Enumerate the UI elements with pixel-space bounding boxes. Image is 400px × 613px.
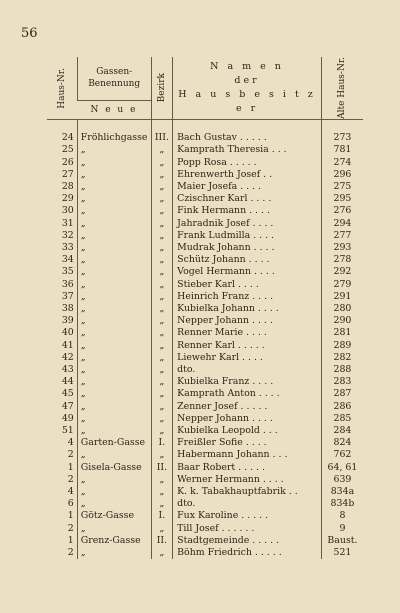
house-number: 2: [67, 522, 74, 534]
old-house-number: 762: [321, 449, 363, 461]
street-name: „: [77, 181, 151, 193]
col-header-namen: N a m e n der H a u s b e s i t z e r: [173, 57, 322, 119]
district: I.: [151, 437, 173, 449]
table-row: [47, 437, 363, 449]
district: II.: [151, 462, 173, 474]
house-number: 1: [67, 534, 74, 546]
street-name: „: [77, 291, 151, 303]
district: „: [151, 303, 173, 315]
old-house-number: 296: [321, 169, 363, 181]
house-number: 2: [67, 473, 74, 485]
street-name: Götz-Gasse: [77, 510, 151, 522]
street-name: „: [77, 144, 151, 156]
old-house-number: 284: [321, 425, 363, 437]
district: „: [151, 205, 173, 217]
house-number: 49: [61, 412, 74, 424]
district: „: [151, 279, 173, 291]
owner-name: Maier Josefa . . . .: [173, 181, 322, 193]
col-header-bezirk: Bezirk: [151, 57, 173, 119]
district: „: [151, 181, 173, 193]
owner-name: dto.: [173, 498, 322, 510]
owner-name: Böhm Friedrich . . . . .: [173, 547, 322, 559]
district: „: [151, 266, 173, 278]
owner-name: Frank Ludmilla . . . .: [173, 230, 322, 242]
old-house-number: 279: [321, 279, 363, 291]
street-name: „: [77, 169, 151, 181]
old-house-number: 834b: [321, 498, 363, 510]
street-name: „: [77, 340, 151, 352]
owner-name: Kamprath Theresia . . .: [173, 144, 322, 156]
house-number: 45: [61, 388, 74, 400]
table-row: [47, 303, 363, 315]
table-row: [47, 242, 363, 254]
district: „: [151, 376, 173, 388]
district: „: [151, 340, 173, 352]
district: „: [151, 547, 173, 559]
table-row: [47, 547, 363, 559]
owner-name: Kubielka Leopold . . .: [173, 425, 322, 437]
old-house-number: 280: [321, 303, 363, 315]
street-name: „: [77, 547, 151, 559]
table-row: [47, 218, 363, 230]
old-house-number: 281: [321, 327, 363, 339]
table-end-line: [47, 565, 363, 566]
house-owner-table: [47, 57, 363, 559]
district: III.: [151, 132, 173, 144]
owner-name: Vogel Hermann . . . .: [173, 266, 322, 278]
owner-name: Stadtgemeinde . . . . .: [173, 535, 322, 547]
district: „: [151, 242, 173, 254]
street-name: „: [77, 230, 151, 242]
district: „: [151, 327, 173, 339]
table-row: [47, 352, 363, 364]
house-number: 1: [67, 461, 74, 473]
owner-name: Kubielka Johann . . . .: [173, 303, 322, 315]
table-row: [47, 449, 363, 461]
old-house-number: 287: [321, 388, 363, 400]
district: „: [151, 254, 173, 266]
table-row: [47, 340, 363, 352]
owner-name: Stieber Karl . . . .: [173, 279, 322, 291]
district: „: [151, 449, 173, 461]
col-header-gassen: Gassen- Benennung: [77, 57, 151, 100]
old-house-number: 285: [321, 413, 363, 425]
house-number: 32: [61, 229, 74, 241]
table-row: [47, 315, 363, 327]
table-row: [47, 157, 363, 169]
street-name: „: [77, 449, 151, 461]
house-number: 30: [61, 205, 74, 217]
house-number: 28: [61, 180, 74, 192]
old-house-number: 781: [321, 144, 363, 156]
col-header-neue: N e u e: [77, 100, 151, 119]
old-house-number: 283: [321, 376, 363, 388]
old-house-number: 286: [321, 401, 363, 413]
house-number: 39: [61, 315, 74, 327]
table-row: [47, 193, 363, 205]
district: „: [151, 401, 173, 413]
house-number: 33: [61, 241, 74, 253]
owner-name: Kubielka Franz . . . .: [173, 376, 322, 388]
house-number: 4: [67, 485, 74, 497]
district: „: [151, 315, 173, 327]
district: „: [151, 498, 173, 510]
district: „: [151, 218, 173, 230]
street-name: „: [77, 474, 151, 486]
owner-name: Nepper Johann . . . .: [173, 413, 322, 425]
owner-name: Werner Hermann . . . .: [173, 474, 322, 486]
street-name: „: [77, 388, 151, 400]
street-name: „: [77, 157, 151, 169]
street-name: „: [77, 327, 151, 339]
table-row: [47, 266, 363, 278]
owner-name: Jahradnik Josef . . . .: [173, 218, 322, 230]
table-row: [47, 401, 363, 413]
street-name: „: [77, 193, 151, 205]
house-number: 1: [67, 510, 74, 522]
old-house-number: 639: [321, 474, 363, 486]
street-name: Fröhlichgasse: [77, 132, 151, 144]
district: „: [151, 425, 173, 437]
house-number: 25: [61, 144, 74, 156]
house-number: 34: [61, 254, 74, 266]
col-header-haus-nr: Haus-Nr.: [47, 57, 77, 119]
owner-name: Liewehr Karl . . . .: [173, 352, 322, 364]
owner-name: Fink Hermann . . . .: [173, 205, 322, 217]
street-name: „: [77, 279, 151, 291]
old-house-number: 276: [321, 205, 363, 217]
old-house-number: 294: [321, 218, 363, 230]
street-name: „: [77, 523, 151, 535]
table-row: [47, 205, 363, 217]
owner-name: Till Josef . . . . . .: [173, 523, 322, 535]
house-number: 36: [61, 278, 74, 290]
house-number: 41: [61, 339, 74, 351]
district: „: [151, 193, 173, 205]
street-name: „: [77, 486, 151, 498]
old-house-number: 277: [321, 230, 363, 242]
street-name: „: [77, 425, 151, 437]
owner-name: Nepper Johann . . . .: [173, 315, 322, 327]
street-name: „: [77, 352, 151, 364]
old-house-number: 278: [321, 254, 363, 266]
owner-name: K. k. Tabakhauptfabrik . .: [173, 486, 322, 498]
house-number: 38: [61, 302, 74, 314]
table-row: [47, 413, 363, 425]
owner-name: Schütz Johann . . . .: [173, 254, 322, 266]
district: I.: [151, 510, 173, 522]
owner-name: Bach Gustav . . . . .: [173, 132, 322, 144]
street-name: „: [77, 254, 151, 266]
district: „: [151, 413, 173, 425]
house-number: 47: [61, 400, 74, 412]
table-row: [47, 376, 363, 388]
owner-name: Heinrich Franz . . . .: [173, 291, 322, 303]
old-house-number: 9: [321, 523, 363, 535]
house-number: 2: [67, 547, 74, 558]
table-row: [47, 523, 363, 535]
street-name: „: [77, 376, 151, 388]
table-row: [47, 462, 363, 474]
district: „: [151, 474, 173, 486]
street-name: „: [77, 242, 151, 254]
house-number: 37: [61, 290, 74, 302]
table-row: [47, 327, 363, 339]
district: „: [151, 486, 173, 498]
old-house-number: 275: [321, 181, 363, 193]
street-name: „: [77, 266, 151, 278]
house-number: 44: [61, 376, 74, 388]
owner-name: Fux Karoline . . . . .: [173, 510, 322, 522]
district: „: [151, 291, 173, 303]
house-number: 2: [67, 449, 74, 461]
old-house-number: 834a: [321, 486, 363, 498]
old-house-number: 292: [321, 266, 363, 278]
table-row: [47, 510, 363, 522]
street-name: „: [77, 205, 151, 217]
owner-name: Baar Robert . . . . .: [173, 462, 322, 474]
owner-name: Renner Marie . . . .: [173, 327, 322, 339]
street-name: „: [77, 413, 151, 425]
owner-name: Habermann Johann . . .: [173, 449, 322, 461]
old-house-number: 290: [321, 315, 363, 327]
old-house-number: 295: [321, 193, 363, 205]
old-house-number: 289: [321, 340, 363, 352]
district: II.: [151, 535, 173, 547]
house-number: 40: [61, 327, 74, 339]
old-house-number: 8: [321, 510, 363, 522]
table-row: [47, 486, 363, 498]
house-number: 27: [61, 168, 74, 180]
old-house-number: 291: [321, 291, 363, 303]
table-row: [47, 291, 363, 303]
house-number: 29: [61, 193, 74, 205]
house-number: 43: [61, 363, 74, 375]
owner-name: Kamprath Anton . . . .: [173, 388, 322, 400]
table-row: [47, 230, 363, 242]
old-house-number: 274: [321, 157, 363, 169]
house-number: 31: [61, 217, 74, 229]
street-name: Gisela-Gasse: [77, 462, 151, 474]
old-house-number: 521: [321, 547, 363, 559]
district: „: [151, 352, 173, 364]
district: „: [151, 523, 173, 535]
owner-name: Zenner Josef . . . . .: [173, 401, 322, 413]
old-house-number: 293: [321, 242, 363, 254]
old-house-number: Baust.: [321, 535, 363, 547]
table-row: [47, 364, 363, 376]
district: „: [151, 364, 173, 376]
table-row: [47, 144, 363, 156]
street-name: „: [77, 401, 151, 413]
house-number: 4: [67, 437, 74, 449]
house-number: 26: [61, 156, 74, 168]
ledger-body: [47, 119, 363, 559]
old-house-number: 824: [321, 437, 363, 449]
col-header-alte-haus-nr: Alte Haus-Nr.: [321, 57, 363, 119]
owner-name: Freißler Sofie . . . .: [173, 437, 322, 449]
table-row: [47, 279, 363, 291]
old-house-number: 282: [321, 352, 363, 364]
table-row: [47, 254, 363, 266]
district: „: [151, 230, 173, 242]
district: „: [151, 157, 173, 169]
house-number: 6: [67, 498, 74, 510]
table-row: [47, 388, 363, 400]
house-number: 24: [61, 132, 74, 144]
old-house-number: 288: [321, 364, 363, 376]
street-name: Garten-Gasse: [77, 437, 151, 449]
owner-name: Mudrak Johann . . . .: [173, 242, 322, 254]
table-row: [47, 498, 363, 510]
district: „: [151, 144, 173, 156]
street-name: „: [77, 315, 151, 327]
old-house-number: 273: [321, 132, 363, 144]
table-row: [47, 181, 363, 193]
table-row: [47, 425, 363, 437]
house-number: 35: [61, 266, 74, 278]
table-row: [47, 169, 363, 181]
owner-name: Popp Rosa . . . . .: [173, 157, 322, 169]
street-name: „: [77, 498, 151, 510]
street-name: „: [77, 303, 151, 315]
street-name: „: [77, 364, 151, 376]
old-house-number: 64, 61: [321, 462, 363, 474]
owner-name: dto.: [173, 364, 322, 376]
table-row: [47, 535, 363, 547]
house-number: 51: [61, 424, 74, 436]
street-name: Grenz-Gasse: [77, 535, 151, 547]
owner-name: Czischner Karl . . . .: [173, 193, 322, 205]
owner-name: Ehrenwerth Josef . .: [173, 169, 322, 181]
table-row: [47, 132, 363, 144]
district: „: [151, 169, 173, 181]
street-name: „: [77, 218, 151, 230]
owner-name: Renner Karl . . . . .: [173, 340, 322, 352]
house-number: 42: [61, 351, 74, 363]
page-number: 56: [21, 26, 38, 41]
district: „: [151, 388, 173, 400]
table-row: [47, 474, 363, 486]
